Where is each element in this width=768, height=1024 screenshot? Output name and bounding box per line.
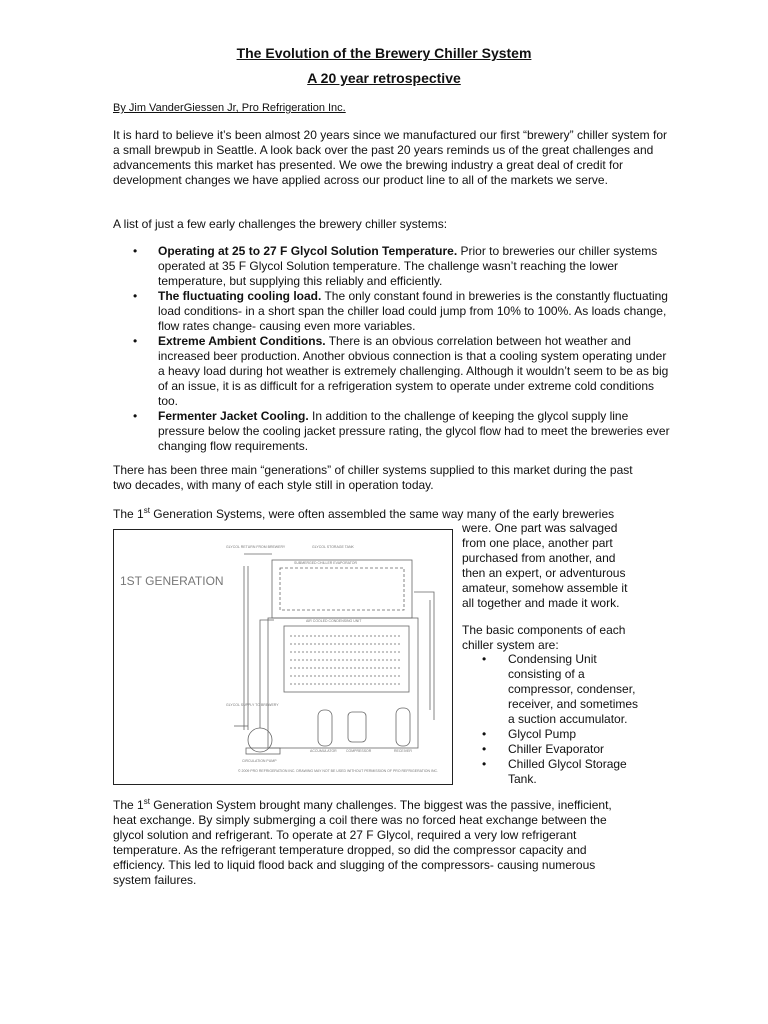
diagram-small-label: GLYCOL RETURN FROM BREWERY <box>226 545 286 549</box>
component-line: Chiller Evaporator <box>508 742 605 756</box>
closing-line: system failures. <box>113 873 197 887</box>
challenge-heading: Fermenter Jacket Cooling. <box>158 409 309 423</box>
gen1-rest: Generation Systems, were often assembled the same way many of the early breweries <box>149 507 615 521</box>
component-item: • Glycol Pump <box>462 727 642 742</box>
accumulator-shape <box>318 710 332 746</box>
diagram-small-label: ACCUMULATOR <box>310 749 337 753</box>
gen1-line: from one place, another part <box>462 536 613 550</box>
components-intro-line: The basic components of each <box>462 623 626 637</box>
gen1-line: amateur, somehow assemble it <box>462 581 628 595</box>
component-line: Tank. <box>508 772 537 786</box>
gen1-continuation <box>462 521 627 611</box>
gen1-line: were. One part was salvaged <box>462 521 618 535</box>
closing-sup: st <box>143 797 150 806</box>
gen1-sup: st <box>143 506 150 515</box>
component-item: • Chiller Evaporator <box>462 742 642 757</box>
component-line: Glycol Pump <box>508 727 577 741</box>
document-subtitle: A 20 year retrospective <box>307 70 461 86</box>
diagram-small-label: GLYCOL SUPPLY TO BREWERY <box>226 703 279 707</box>
challenge-text: Prior to breweries our chiller systems operated at 35 F Glycol Solution temperature. The challenge wasn’t reaching the lower temperature, but supplying this reliably and efficiently. <box>158 244 658 288</box>
gen1-line: then an expert, or adventurous <box>462 566 626 580</box>
challenge-text: The only constant found in breweries is the constantly fluctuating load conditions- in a short span the chiller load could jump from 10% to 100%. As loads change, flow rates change- causing even more variables. <box>158 289 668 333</box>
closing-line: temperature. As the refrigerant temperature dropped, so did the compressor capacity and <box>113 843 587 857</box>
challenge-item: • Operating at 25 to 27 F Glycol Solution Temperature. Prior to breweries our chiller systems operated at 35 F Glycol Solution temperature. The challenge wasn’t reaching the lower temperature, but supplying this reliably and efficiently. <box>133 244 658 288</box>
challenges-intro: A list of just a few early challenges the brewery chiller systems: <box>113 217 448 231</box>
challenge-item: • Extreme Ambient Conditions. There is an obvious correlation between hot weather and increased beer production. Another obvious connection is that a cooling system operating under a heavy load during hot weather is extremely challenging. Although it wouldn’t seem to be as big of an issue, it is as difficult for a refrigeration system to operate under extreme cold conditions too. <box>133 334 669 408</box>
component-line: Chilled Glycol Storage <box>508 757 627 771</box>
document-title: The Evolution of the Brewery Chiller System <box>236 45 532 61</box>
compressor-shape <box>348 712 366 742</box>
intro-paragraph: It is hard to believe it’s been almost 20 years since we manufactured our first “brewery” chiller system for a small brewpub in Seattle. A look back over the past 20 years reminds us of the great challenges and advancements this market has presented. We owe the brewing industry a great deal of credit for development changes we have applied across our product line to all of the markets we serve. <box>113 128 668 187</box>
closing-line <box>113 798 612 813</box>
challenge-heading: Extreme Ambient Conditions. <box>158 334 326 348</box>
closing-line: glycol solution and refrigerant. To operate at 27 F Glycol, required a very low refrigerant <box>113 828 577 842</box>
diagram-small-label: GLYCOL STORAGE TANK <box>312 545 354 549</box>
component-item: • Condensing Unit consisting of a compressor, condenser, receiver, and sometimes a suction accumulator. <box>462 652 642 727</box>
closing-line: efficiency. This led to liquid flood back and slugging of the compressors- causing numerous <box>113 858 596 872</box>
diagram-footer: © 2009 PRO REFRIGERATION INC. DRAWING MAY NOT BE USED WITHOUT PERMISSION OF PRO REFRIGERATION INC. <box>238 769 439 773</box>
receiver-shape <box>396 708 410 746</box>
component-line: consisting of a <box>508 667 585 681</box>
challenge-heading: Operating at 25 to 27 F Glycol Solution Temperature. <box>158 244 458 258</box>
component-line: compressor, condenser, <box>508 682 636 696</box>
diagram-label: 1ST GENERATION <box>120 574 224 588</box>
component-line: a suction accumulator. <box>508 712 628 726</box>
components-list <box>462 652 642 787</box>
diagram-small-label: AIR COOLED CONDENSING UNIT <box>306 619 362 623</box>
components-intro-line: chiller system are: <box>462 638 559 652</box>
gen1-prefix: The 1 <box>113 507 144 521</box>
byline: By Jim VanderGiessen Jr, Pro Refrigeration Inc. <box>113 102 346 114</box>
components-intro <box>462 623 625 653</box>
component-line: Condensing Unit <box>508 652 597 666</box>
closing-paragraph <box>113 798 612 888</box>
challenge-text: There is an obvious correlation between hot weather and increased beer production. Another obvious connection is that a cooling system operating under a heavy load during hot weather is extremely challenging. Although it wouldn’t seem to be as big of an issue, it is as difficult for a refrigeration system to operate under extreme cold conditions too. <box>158 334 669 408</box>
closing-prefix: The 1 <box>113 798 144 812</box>
challenge-text: In addition to the challenge of keeping the glycol supply line pressure below the cooling jacket pressure rating, the glycol flow had to meet the breweries ever changing flow requirements. <box>158 409 670 453</box>
gen1-diagram-drawing <box>114 530 452 784</box>
evaporator-coil-shape <box>280 568 404 610</box>
gen1-line: purchased from another, and <box>462 551 616 565</box>
diagram-small-label: RECEIVER <box>394 749 412 753</box>
diagram-small-label: COMPRESSOR <box>346 749 372 753</box>
gen1-diagram <box>113 529 453 785</box>
gen1-line: all together and made it work. <box>462 596 620 610</box>
closing-line-text: Generation System brought many challenges. The biggest was the passive, inefficient, <box>149 798 612 812</box>
challenge-item: • The fluctuating cooling load. The only constant found in breweries is the constantly fluctuating load conditions- in a short span the chiller load could jump from 10% to 100%. As loads change, flow rates change- causing even more variables. <box>133 289 668 333</box>
challenges-list <box>113 244 673 454</box>
closing-line: heat exchange. By simply submerging a coil there was no forced heat exchange between the <box>113 813 607 827</box>
challenge-item: • Fermenter Jacket Cooling. In addition to the challenge of keeping the glycol supply line pressure below the cooling jacket pressure rating, the glycol flow had to meet the breweries ever changing flow requirements. <box>133 409 670 453</box>
diagram-small-label: SUBMERGED CHILLER EVAPORATOR <box>294 561 358 565</box>
condensing-unit-frame <box>268 618 418 748</box>
gen1-intro <box>113 507 614 522</box>
generations-paragraph: There has been three main “generations” of chiller systems supplied to this market during the past two decades, with many of each style still in operation today. <box>113 463 633 492</box>
component-line: receiver, and sometimes <box>508 697 639 711</box>
glycol-tank-shape <box>272 560 412 618</box>
component-item: • Chilled Glycol Storage Tank. <box>462 757 642 787</box>
diagram-small-label: CIRCULATION PUMP <box>242 759 277 763</box>
challenge-heading: The fluctuating cooling load. <box>158 289 322 303</box>
